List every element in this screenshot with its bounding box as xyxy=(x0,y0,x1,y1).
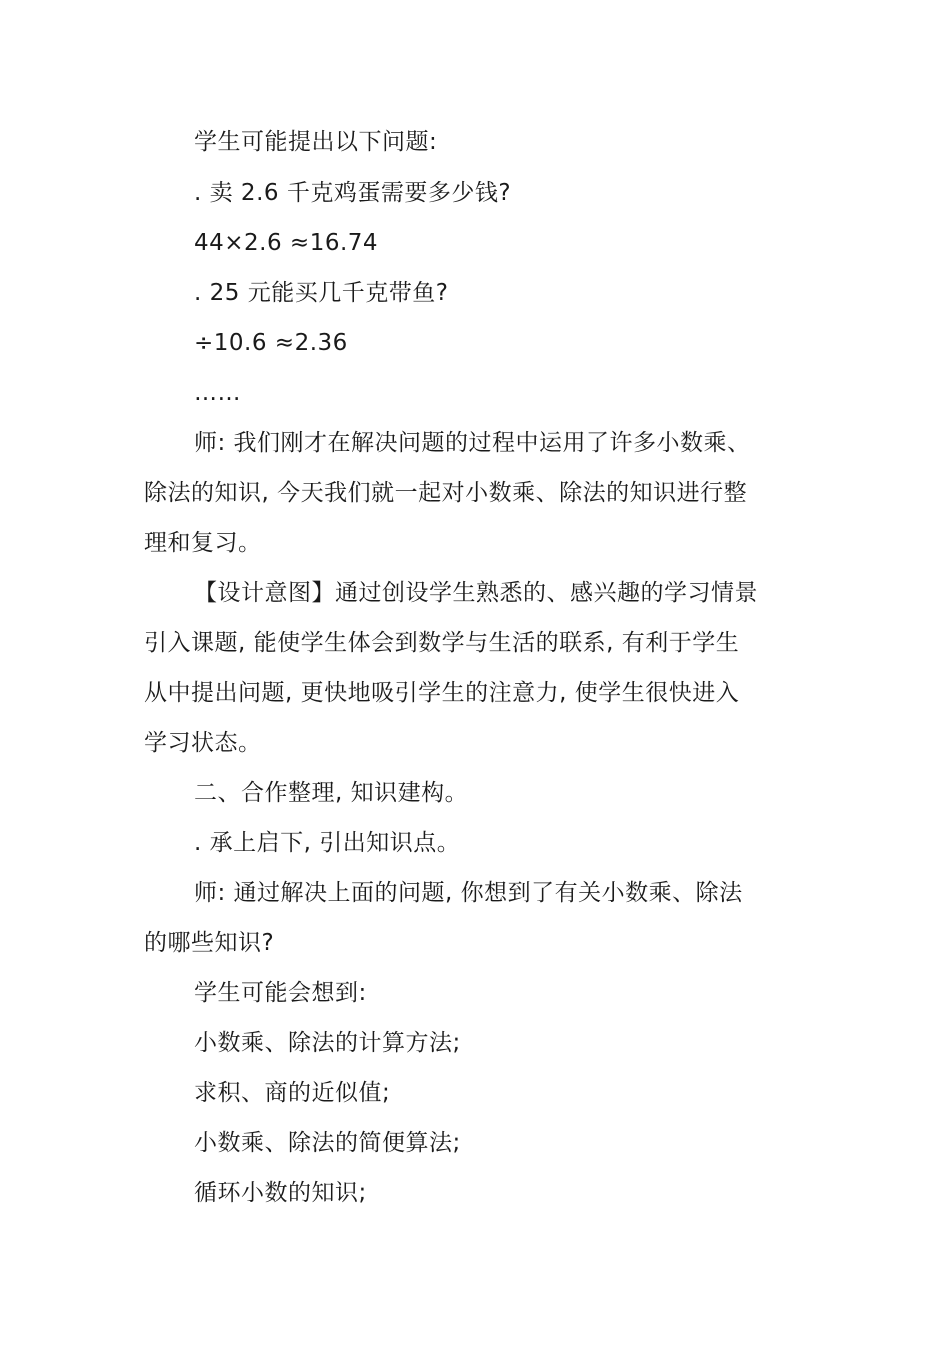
paragraph-line: 学生可能会想到: xyxy=(194,980,367,1006)
paragraph-line: 引入课题, 能使学生体会到数学与生活的联系, 有利于学生 xyxy=(144,630,740,656)
paragraph-line: . 卖 2.6 千克鸡蛋需要多少钱? xyxy=(194,180,512,206)
paragraph-line: ÷10.6 ≈2.36 xyxy=(194,330,348,356)
list-item: 小数乘、除法的计算方法; xyxy=(194,1030,461,1056)
list-item: 小数乘、除法的简便算法; xyxy=(194,1130,461,1156)
section-heading: 二、合作整理, 知识建构。 xyxy=(194,780,469,806)
paragraph-line: 师: 通过解决上面的问题, 你想到了有关小数乘、除法 xyxy=(194,880,743,906)
paragraph-line: 理和复习。 xyxy=(144,530,262,556)
paragraph-line: …… xyxy=(194,380,241,406)
paragraph-line: 【设计意图】通过创设学生熟悉的、感兴趣的学习情景 xyxy=(194,580,758,606)
paragraph-line: 学习状态。 xyxy=(144,730,262,756)
paragraph-line: 的哪些知识? xyxy=(144,930,275,956)
paragraph-line: 除法的知识, 今天我们就一起对小数乘、除法的知识进行整 xyxy=(144,480,748,506)
paragraph-line: 44×2.6 ≈16.74 xyxy=(194,230,379,256)
list-item: 循环小数的知识; xyxy=(194,1180,367,1206)
paragraph-line: 学生可能提出以下问题: xyxy=(194,129,438,155)
paragraph-line: . 承上启下, 引出知识点。 xyxy=(194,830,461,856)
paragraph-line: . 25 元能买几千克带鱼? xyxy=(194,280,449,306)
paragraph-line: 从中提出问题, 更快地吸引学生的注意力, 使学生很快进入 xyxy=(144,680,740,706)
list-item: 求积、商的近似值; xyxy=(194,1080,391,1106)
paragraph-line: 师: 我们刚才在解决问题的过程中运用了许多小数乘、 xyxy=(194,430,751,456)
